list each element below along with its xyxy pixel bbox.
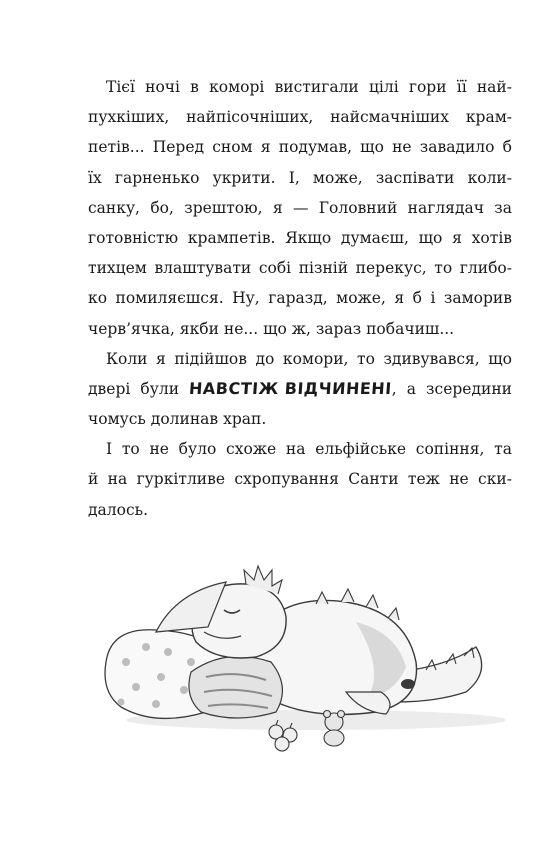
text-fragment: , а зсередини bbox=[391, 379, 512, 398]
text-line: ко помиляєшся. Ну, гаразд, може, я б і заморив bbox=[88, 289, 512, 308]
text-line: далось. bbox=[88, 500, 149, 519]
text-line: Коли я підійшов до комори, то здивувався, що bbox=[106, 349, 512, 368]
emphasis-text: НАВСТІЖ ВІДЧИНЕНІ bbox=[188, 378, 393, 398]
text-line: готовністю крампетів. Якщо думаєш, що я хотів bbox=[88, 228, 512, 247]
text-line: їх гарненько укрити. І, може, заспівати коли- bbox=[88, 168, 512, 187]
text-fragment: двері були bbox=[88, 379, 190, 398]
text-line: й на гуркітливе схропування Санти теж не ски- bbox=[88, 470, 512, 489]
text-line: І то не було схоже на ельфійське сопіння, та bbox=[106, 440, 512, 459]
text-line: тихцем влаштувати собі пізній перекус, то глибо- bbox=[88, 259, 512, 278]
text-line: пухкіших, найпісочніших, найсмачніших крам- bbox=[88, 108, 512, 127]
text-line: черв’ячка, якби не... що ж, зараз побачиш... bbox=[88, 319, 455, 338]
text-line-with-emphasis bbox=[88, 374, 512, 404]
text-line: петів... Перед сном я подумав, що не завадило б bbox=[88, 138, 512, 157]
body-spot bbox=[401, 679, 415, 689]
body-text bbox=[88, 72, 512, 525]
text-line: Тієї ночі в коморі вистигали цілі гори її най- bbox=[106, 78, 512, 96]
text-line: чомусь долинав храп. bbox=[88, 410, 267, 429]
sleeping-dragon-illustration bbox=[96, 552, 516, 762]
blanket bbox=[189, 656, 282, 718]
text-line: санку, бо, зрештою, я — Головний наглядач за bbox=[88, 198, 512, 217]
